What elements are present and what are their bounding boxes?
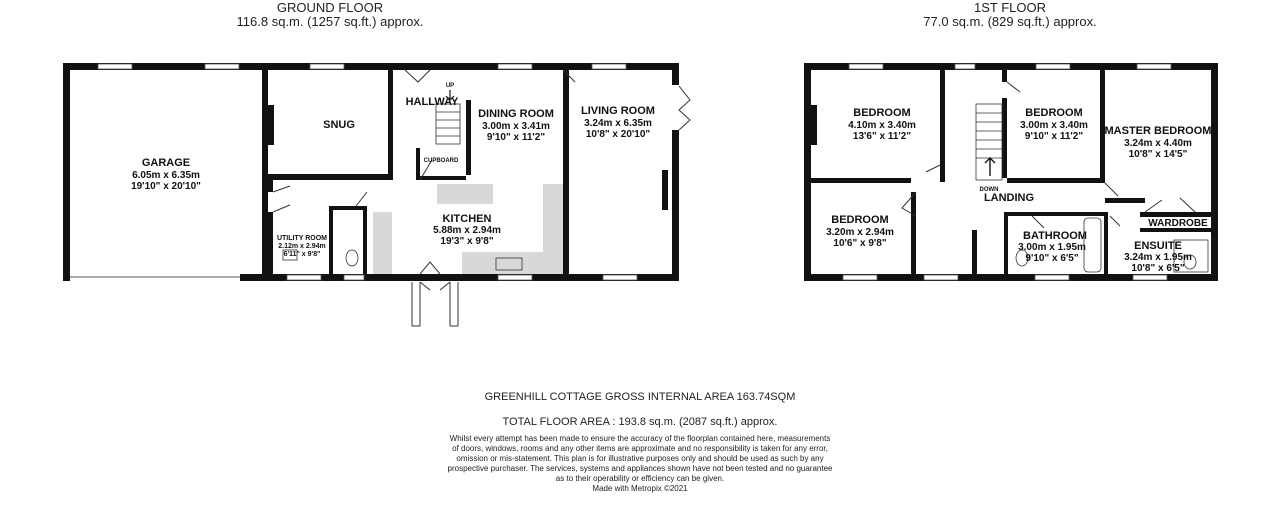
stairs-up-label: UP [445, 83, 455, 89]
utility-room-metric: 2.12m x 2.94m [278, 243, 326, 250]
living-room-name: LIVING ROOM [581, 105, 655, 117]
bedroom-2-metric: 3.00m x 3.40m [1020, 120, 1088, 131]
kitchen-metric: 5.88m x 2.94m [433, 225, 501, 236]
dining-room-metric: 3.00m x 3.41m [482, 121, 550, 132]
bedroom-1-name: BEDROOM [853, 107, 911, 119]
master-bedroom-metric: 3.24m x 4.40m [1124, 138, 1192, 149]
kitchen-counter-right [543, 184, 563, 256]
kitchen-counter-left [373, 212, 392, 274]
bedroom-3-name: BEDROOM [831, 214, 889, 226]
metropix-credit: Made with Metropix ©2021 [592, 484, 688, 493]
disclaimer [420, 434, 860, 484]
utility-room-imperial: 6'11" x 9'8" [283, 251, 321, 258]
master-bedroom-name: MASTER BEDROOM [1104, 125, 1212, 137]
kitchen-imperial: 19'3" x 9'8" [440, 236, 494, 247]
dining-room-imperial: 9'10" x 11'2" [486, 132, 546, 143]
snug-name: SNUG [323, 119, 355, 131]
ground-floor-plan [63, 63, 690, 326]
first-floor-area: 77.0 sq.m. (829 sq.ft.) approx. [923, 14, 1097, 29]
stairs-down-arrow [985, 158, 995, 176]
hallway-name: HALLWAY [405, 96, 459, 108]
master-bedroom-imperial: 10'8" x 14'5" [1128, 149, 1188, 160]
bedroom-2-name: BEDROOM [1025, 107, 1083, 119]
ensuite-metric: 3.24m x 1.95m [1124, 252, 1192, 263]
bedroom-1-metric: 4.10m x 3.40m [848, 120, 916, 131]
bathroom-name: BATHROOM [1023, 230, 1087, 242]
kitchen-island [437, 184, 493, 204]
dining-room-name: DINING ROOM [478, 108, 554, 120]
bedroom-1-imperial: 13'6" x 11'2" [852, 131, 912, 142]
disclaimer-line: as to their operability or efficiency can be given. [555, 474, 725, 483]
total-floor-area: TOTAL FLOOR AREA : 193.8 sq.m. (2087 sq.ft.) approx. [502, 416, 778, 428]
ensuite-name: ENSUITE [1134, 240, 1182, 252]
ground-floor-stairs [436, 104, 460, 144]
bedroom-2-imperial: 9'10" x 11'2" [1024, 131, 1084, 142]
first-floor-stairs [976, 104, 1002, 180]
cupboard-label: CUPBOARD [423, 158, 459, 164]
disclaimer-line: Whilst every attempt has been made to ensure the accuracy of the floorplan contained here, measurements [449, 434, 831, 443]
bathroom-metric: 3.00m x 1.95m [1018, 242, 1086, 253]
disclaimer-line: omission or mis-statement. This plan is for illustrative purposes only and should be used as such by any [456, 454, 824, 463]
kitchen-name: KITCHEN [442, 213, 492, 225]
ground-floor-area: 116.8 sq.m. (1257 sq.ft.) approx. [236, 14, 424, 29]
disclaimer-line: of doors, windows, rooms and any other items are approximate and no responsibility is taken for any error, [452, 444, 828, 453]
bedroom-3-metric: 3.20m x 2.94m [826, 227, 894, 238]
ground-floor-title: GROUND FLOOR [276, 0, 384, 15]
garage-imperial: 19'10" x 20'10" [131, 181, 201, 192]
wc-toilet-icon [346, 250, 358, 266]
first-floor-title: 1ST FLOOR [973, 0, 1046, 15]
bedroom-3-imperial: 10'6" x 9'8" [833, 238, 887, 249]
first-floor-plan [804, 63, 1218, 281]
landing-name: LANDING [983, 192, 1035, 204]
garage-metric: 6.05m x 6.35m [132, 170, 200, 181]
wardrobe-name: WARDROBE [1148, 218, 1208, 229]
gross-internal-area: GREENHILL COTTAGE GROSS INTERNAL AREA 163.74SQM [484, 391, 796, 403]
ensuite-imperial: 10'8" x 6'5" [1131, 263, 1185, 274]
disclaimer-line: prospective purchaser. The services, systems and appliances shown have not been tested and no guarantee [447, 464, 833, 473]
kitchen-counter-bottom [462, 252, 563, 274]
garage-name: GARAGE [141, 157, 191, 169]
bathroom-imperial: 9'10" x 6'5" [1025, 253, 1079, 264]
stairs-down-label: DOWN [979, 187, 999, 193]
living-room-imperial: 10'8" x 20'10" [585, 129, 651, 140]
living-room-metric: 3.24m x 6.35m [584, 118, 652, 129]
utility-room-name: UTILITY ROOM [276, 235, 328, 242]
